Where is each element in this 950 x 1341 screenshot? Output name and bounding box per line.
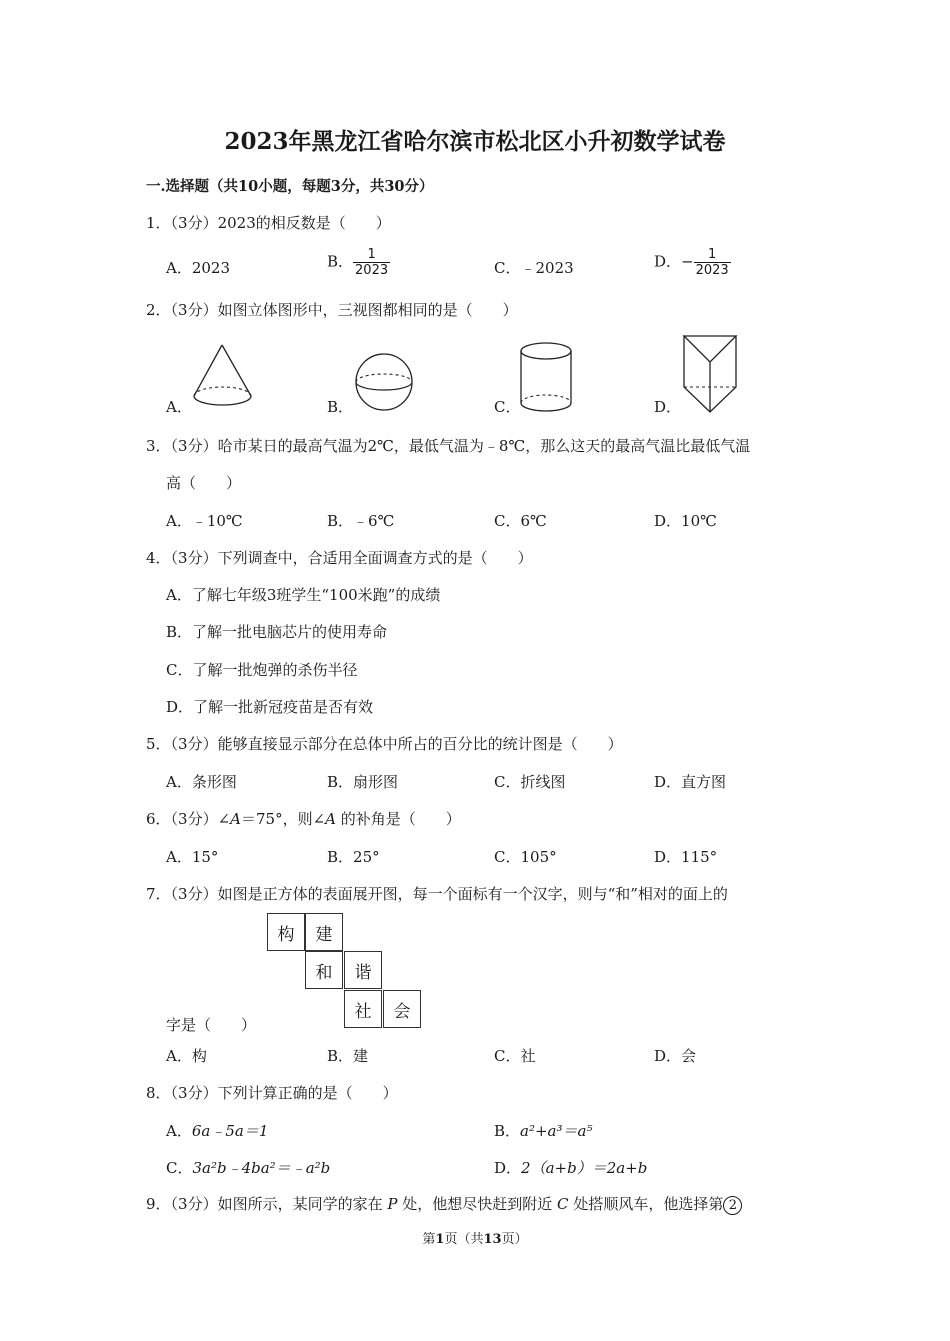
fraction: $\frac{1}{2023}$ <box>355 247 389 278</box>
q8-option-d: D．2（a+b）＝2a+b <box>494 1159 648 1177</box>
q3-option-d: D．10℃ <box>654 512 717 530</box>
page-footer: 第1页（共13页） <box>422 1232 528 1247</box>
cube-net-face: 谐 <box>344 951 382 989</box>
question-9-stem: 9．（3分）如图所示，某同学的家在 P 处，他想尽快赶到附近 C 处搭顺风车，他选择第 2 <box>146 1193 742 1215</box>
q6-option-c: C．105° <box>494 848 557 866</box>
q2-option-c: C． <box>494 398 521 416</box>
q8-option-b: B．a²+a³＝a⁵ <box>494 1122 593 1140</box>
q6-option-a: A．15° <box>166 848 219 866</box>
question-6-stem: 6．（3分）∠A＝75°，则∠A 的补角是（ ） <box>146 810 461 828</box>
cube-net-face: 社 <box>344 990 382 1028</box>
question-2-stem: 2．（3分）如图立体图形中，三视图都相同的是（ ） <box>146 301 518 319</box>
q8-option-c: C．3a²b﹣4ba²＝﹣a²b <box>166 1159 331 1177</box>
q3-option-c: C．6℃ <box>494 512 547 530</box>
page-title: 2023年黑龙江省哈尔滨市松北区小升初数学试卷 <box>224 128 726 155</box>
q7-option-a: A．构 <box>166 1047 207 1065</box>
page-number: 1 <box>435 1232 445 1247</box>
total-pages: 13 <box>483 1232 502 1247</box>
q7-option-c: C．社 <box>494 1047 536 1065</box>
cube-net-face: 构 <box>267 913 305 951</box>
q1-option-a: A．2023 <box>166 259 231 277</box>
sphere-icon <box>354 351 414 413</box>
section-heading: 一.选择题（共10小题，每题3分，共30分） <box>146 178 434 195</box>
q1-option-c: C．﹣2023 <box>494 259 574 277</box>
triangular-prism-icon <box>681 333 739 415</box>
q2-option-d: D． <box>654 398 682 416</box>
question-3-stem: 3．（3分）哈市某日的最高气温为2℃，最低气温为﹣8℃，那么这天的最高气温比最低气温 <box>146 437 751 455</box>
q4-option-d: D．了解一批新冠疫苗是否有效 <box>166 698 374 716</box>
q4-option-b: B．了解一批电脑芯片的使用寿命 <box>166 623 388 641</box>
q6-option-b: B．25° <box>327 848 380 866</box>
q1-option-d: D．− $\frac{1}{2023}$ <box>654 247 729 278</box>
q5-option-a: A．条形图 <box>166 773 237 791</box>
question-4-stem: 4．（3分）下列调查中，合适用全面调查方式的是（ ） <box>146 549 533 567</box>
q4-option-a: A．了解七年级3班学生“100米跑”的成绩 <box>166 586 441 604</box>
q5-option-c: C．折线图 <box>494 773 566 791</box>
question-5-stem: 5．（3分）能够直接显示部分在总体中所占的百分比的统计图是（ ） <box>146 735 623 753</box>
q3-option-a: A．﹣10℃ <box>166 512 243 530</box>
question-8-stem: 8．（3分）下列计算正确的是（ ） <box>146 1084 398 1102</box>
q4-option-c: C．了解一批炮弹的杀伤半径 <box>166 661 358 679</box>
cylinder-icon <box>518 341 574 415</box>
cube-net-face: 和 <box>305 951 343 989</box>
question-7-stem: 7．（3分）如图是正方体的表面展开图，每一个面标有一个汉字，则与“和”相对的面上的 <box>146 885 728 903</box>
q3-option-b: B．﹣6℃ <box>327 512 395 530</box>
circled-number: 2 <box>723 1196 742 1215</box>
q1-option-b: B． $\frac{1}{2023}$ <box>327 247 389 278</box>
q8-option-a: A．6a﹣5a＝1 <box>166 1122 269 1140</box>
q7-option-b: B．建 <box>327 1047 369 1065</box>
cube-net-face: 会 <box>383 990 421 1028</box>
q5-option-b: B．扇形图 <box>327 773 399 791</box>
fraction: $\frac{1}{2023}$ <box>695 247 729 278</box>
question-1-stem: 1．（3分）2023的相反数是（ ） <box>146 214 391 232</box>
q6-option-d: D．115° <box>654 848 718 866</box>
cube-net-face: 建 <box>305 913 343 951</box>
q2-option-a: A． <box>166 398 192 416</box>
q7-option-d: D．会 <box>654 1047 697 1065</box>
question-3-stem-cont: 高（ ） <box>166 474 242 492</box>
question-7-stem-cont: 字是（ ） <box>166 1016 257 1034</box>
cone-icon <box>190 342 256 414</box>
q5-option-d: D．直方图 <box>654 773 727 791</box>
q2-option-b: B． <box>327 398 354 416</box>
